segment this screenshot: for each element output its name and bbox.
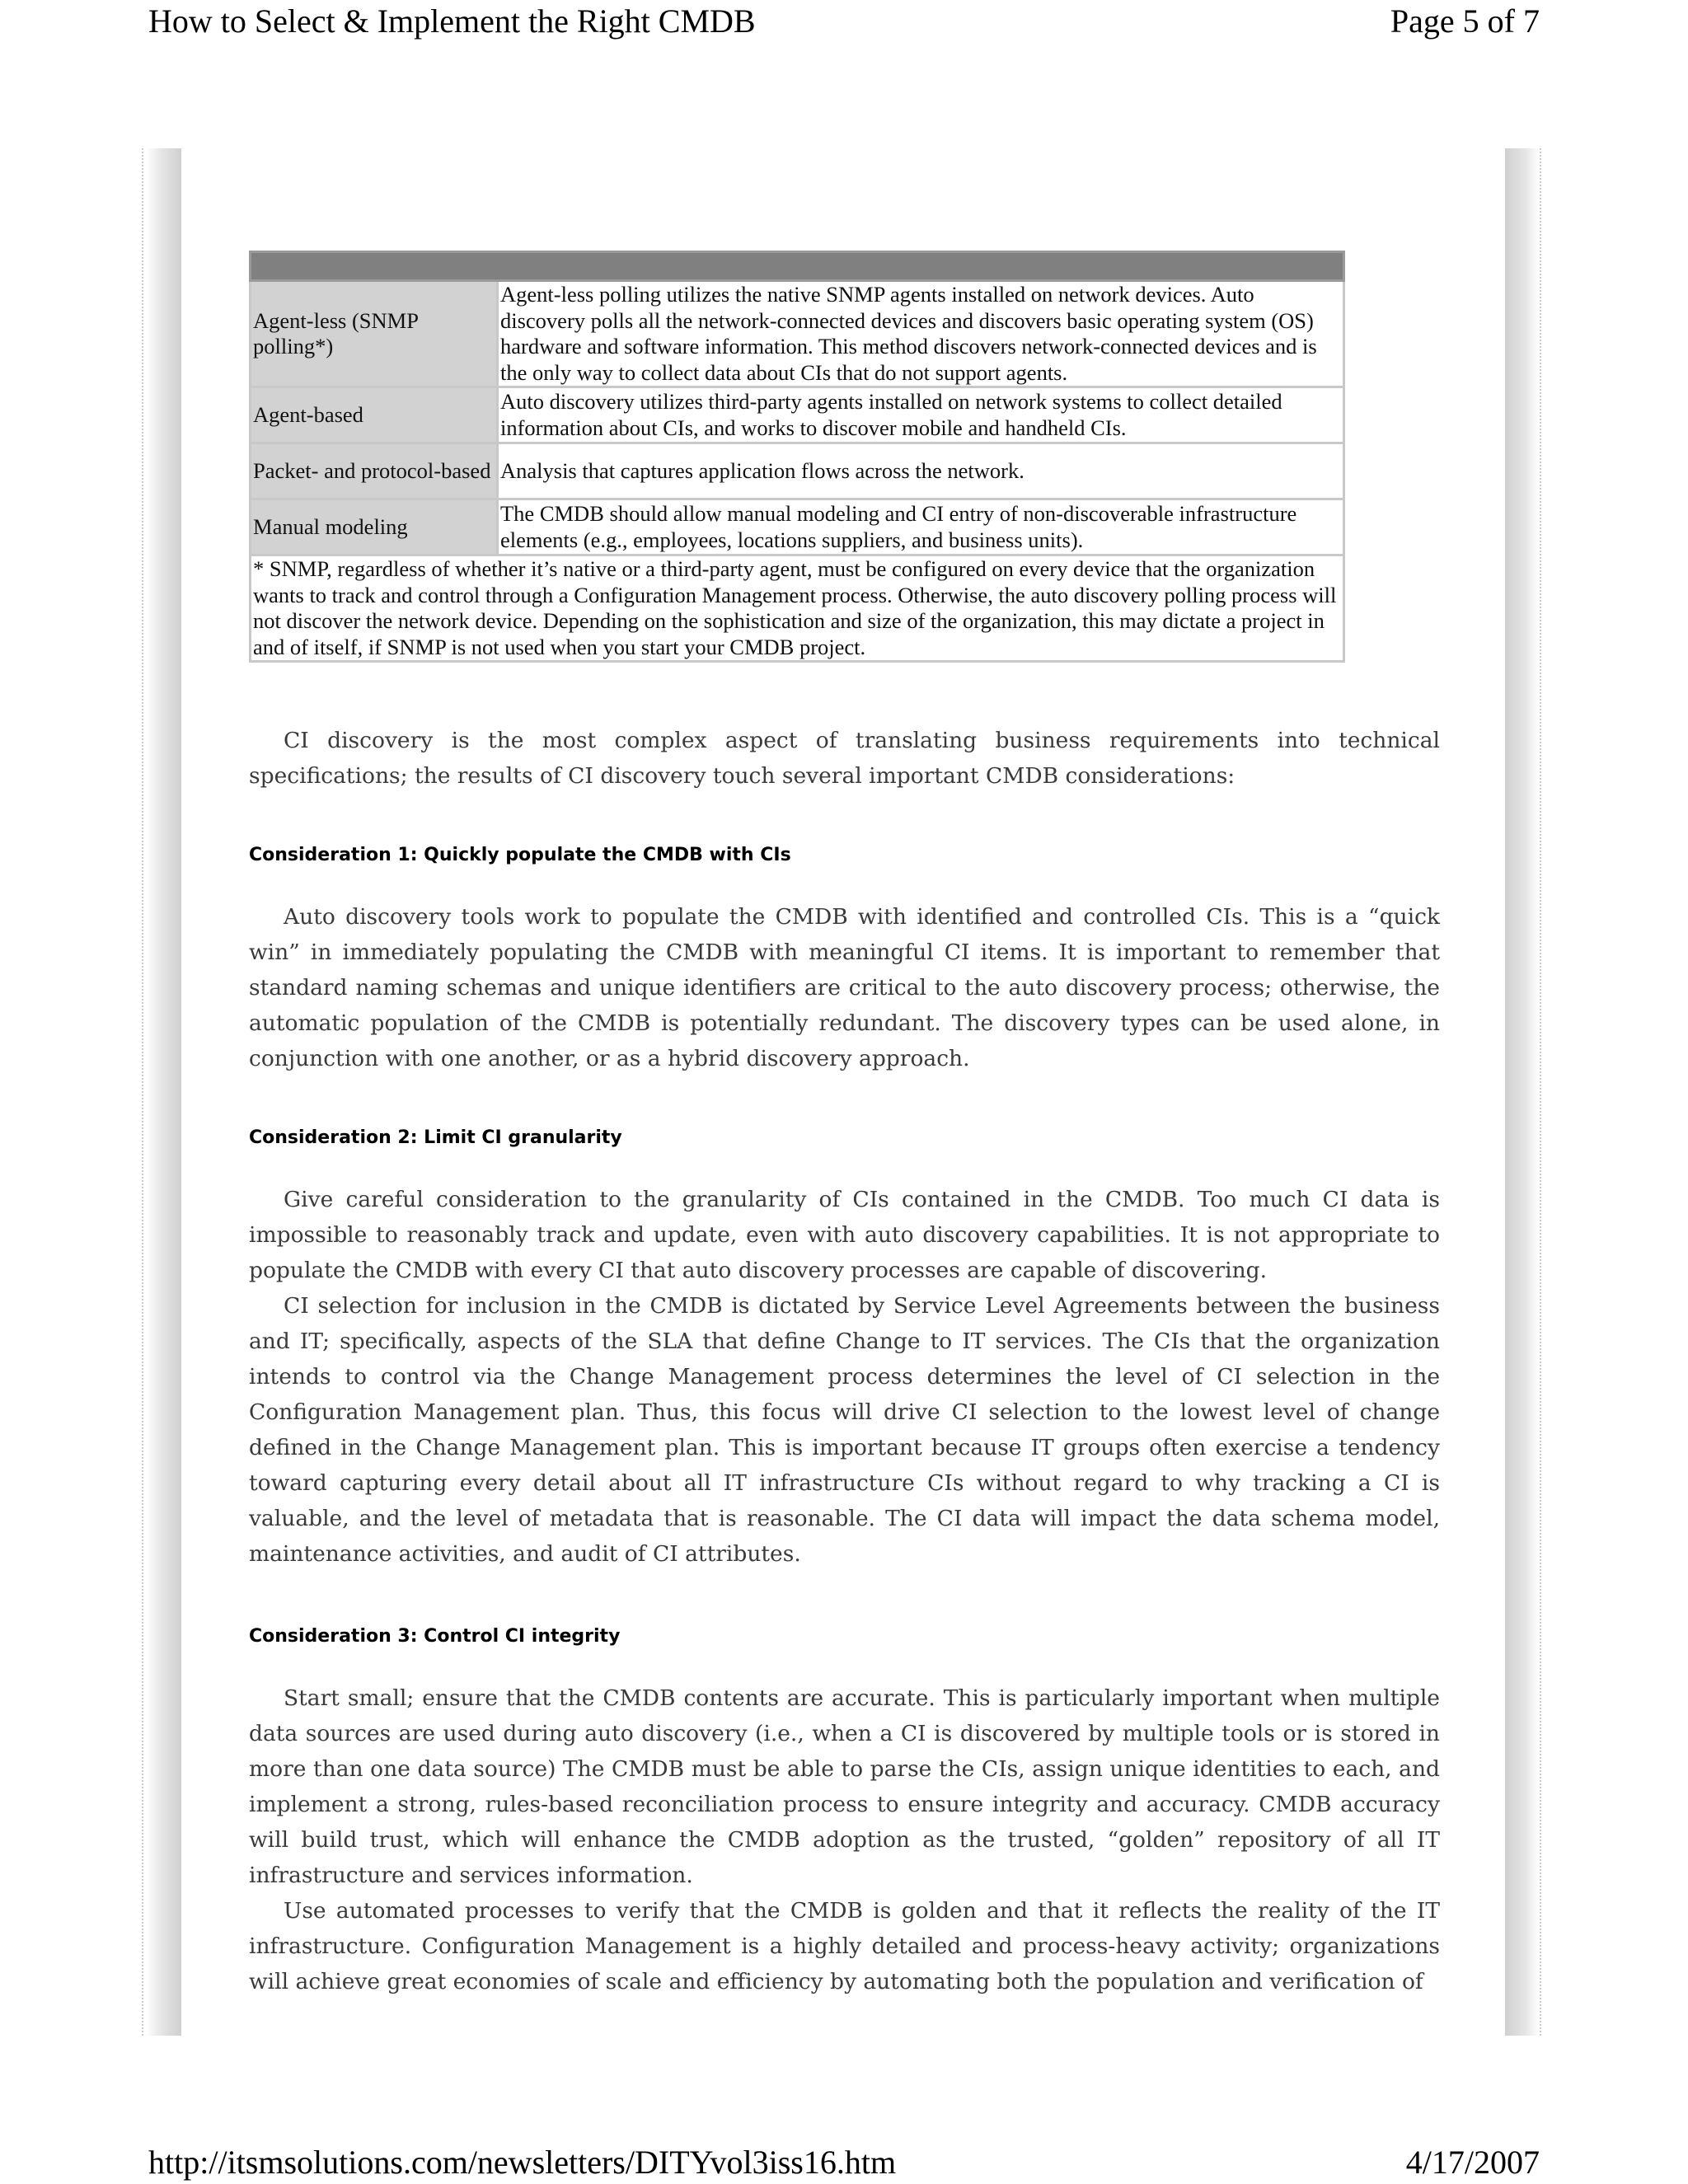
page-right-dotted-border <box>1540 148 1541 2036</box>
consideration-2-heading: Consideration 2: Limit CI granularity <box>249 1127 622 1148</box>
table-footnote: * SNMP, regardless of whether it’s native or a third-party agent, must be configured on every device that the organization wants to track and control through a Configuration Management process. Otherwise, the auto discovery polling process will not discover the network device. Depending on the sophistication and size of the organization, this may dictate a project in and of itself, if SNMP is not used when you start your CMDB project. <box>251 555 1344 662</box>
discovery-type-cell: Manual modeling <box>251 499 498 555</box>
discovery-description-cell: Analysis that captures application flows across the network. <box>498 443 1344 499</box>
discovery-type-cell: Agent-less (SNMP polling*) <box>251 281 498 387</box>
consideration-3-paragraph-1: Start small; ensure that the CMDB contents are accurate. This is particularly important when multiple data sources are used during auto discovery (i.e., when a CI is discovered by multiple tools or is stored in more than one data source) The CMDB must be able to parse the CIs, assign unique identities to each, and implement a strong, rules-based reconciliation process to ensure integrity and accuracy. CMDB accuracy will build trust, which will enhance the CMDB adoption as the trusted, “golden” repository of all IT infrastructure and services information. <box>249 1685 1440 1888</box>
consideration-3-paragraph-2: Use automated processes to verify that the CMDB is golden and that it reflects the reality of the IT infrastructure. Configuration Management is a highly detailed and process-heavy activity; organizations will achieve great economies of scale and efficiency by automating both the population and verification of <box>249 1898 1440 1994</box>
page-left-shadow <box>147 148 181 2036</box>
discovery-description-cell: The CMDB should allow manual modeling and CI entry of non-discoverable infrastructure elements (e.g., employees, locations suppliers, and business units). <box>498 499 1344 555</box>
consideration-3-body <box>249 1680 1440 1999</box>
print-header-title: How to Select & Implement the Right CMDB <box>148 2 756 40</box>
consideration-1-body <box>249 899 1440 1076</box>
discovery-type-cell: Packet- and protocol-based <box>251 443 498 499</box>
page-right-shadow <box>1505 148 1540 2036</box>
table-row <box>251 281 1344 387</box>
discovery-description-cell: Auto discovery utilizes third-party agents installed on network systems to collect detailed information about CIs, and works to discover mobile and handheld CIs. <box>498 387 1344 443</box>
consideration-1-paragraph-1: Auto discovery tools work to populate the CMDB with identified and controlled CIs. This is a “quick win” in immediately populating the CMDB with meaningful CI items. It is important to remember that standard naming schemas and unique identifiers are critical to the auto discovery process; otherwise, the automatic population of the CMDB is potentially redundant. The discovery types can be used alone, in conjunction with one another, or as a hybrid discovery approach. <box>249 904 1440 1071</box>
consideration-2-paragraph-2: CI selection for inclusion in the CMDB is dictated by Service Level Agreements between the business and IT; specifically, aspects of the SLA that define Change to IT services. The CIs that the organization intends to control via the Change Management process determines the level of CI selection in the Configuration Management plan. Thus, this focus will drive CI selection to the lowest level of change defined in the Change Management plan. This is important because IT groups often exercise a tendency toward capturing every detail about all IT infrastructure CIs without regard to why tracking a CI is valuable, and the level of metadata that is reasonable. The CI data will impact the data schema model, maintenance activities, and audit of CI attributes. <box>249 1293 1440 1567</box>
table-footnote-row <box>251 555 1344 662</box>
discovery-types-table <box>249 251 1345 663</box>
print-footer-url: http://itsmsolutions.com/newsletters/DITYvol3iss16.htm <box>148 2144 897 2181</box>
intro-paragraph-block <box>249 723 1440 794</box>
print-footer-date: 4/17/2007 <box>1405 2144 1540 2181</box>
discovery-type-cell: Agent-based <box>251 387 498 443</box>
discovery-description-cell: Agent-less polling utilizes the native SNMP agents installed on network devices. Auto discovery polls all the network-connected devices and discovers basic operating system (OS) hardware and software information. This method discovers network-connected devices and is the only way to collect data about CIs that do not support agents. <box>498 281 1344 387</box>
consideration-3-heading: Consideration 3: Control CI integrity <box>249 1626 621 1647</box>
table-header-row <box>251 252 1344 281</box>
table-header-cell <box>251 252 1344 281</box>
intro-paragraph: CI discovery is the most complex aspect of translating business requirements into technical specifications; the results of CI discovery touch several important CMDB considerations: <box>249 728 1440 789</box>
table-row <box>251 499 1344 555</box>
consideration-1-heading: Consideration 1: Quickly populate the CMDB with CIs <box>249 845 791 865</box>
print-header-page-number: Page 5 of 7 <box>1390 2 1540 40</box>
consideration-2-body <box>249 1182 1440 1572</box>
table-row <box>251 387 1344 443</box>
table-row <box>251 443 1344 499</box>
consideration-2-paragraph-1: Give careful consideration to the granularity of CIs contained in the CMDB. Too much CI data is impossible to reasonably track and update, even with auto discovery capabilities. It is not appropriate to populate the CMDB with every CI that auto discovery processes are capable of discovering. <box>249 1187 1440 1283</box>
page-left-dotted-border <box>142 148 143 2036</box>
